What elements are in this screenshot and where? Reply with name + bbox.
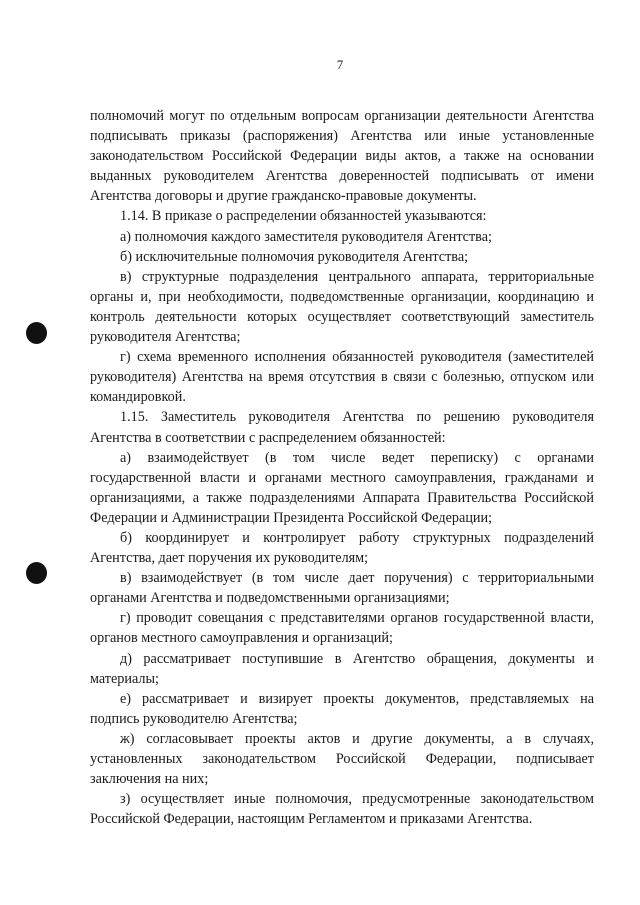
list-item-1-14-a: а) полномочия каждого заместителя руководителя Агентства; (120, 228, 492, 245)
punch-hole-mark (26, 322, 47, 344)
list-item-1-15-d: д) рассматривает поступившие в Агентство обращения, документы и материалы; (90, 650, 594, 687)
list-item-1-15-g: г) проводит совещания с представителями органов государственной власти, органов местного самоуправления и организаций; (90, 610, 594, 647)
list-item-1-14-b: б) исключительные полномочия руководителя Агентства; (120, 248, 469, 265)
list-item-1-15-a: а) взаимодействует (в том числе ведет переписку) с органами государственной власти и органами местного самоуправления, гражданами и организациями, а также подразделениями Аппарата Правительства Российской Федерации и Администрации Президента Российской Федерации; (90, 449, 594, 526)
page-number: 7 (336, 57, 344, 72)
list-item-1-14-v: в) структурные подразделения центрального аппарата, территориальные органы и, при необходимости, подведомственные организации, координацию и контроль деятельности которых осуществляет соответствующий заместитель руководителя Агентства; (90, 268, 594, 346)
paragraph-section-1-14: 1.14. В приказе о распределении обязанностей указываются: (120, 208, 487, 225)
list-item-1-15-v: в) взаимодействует (в том числе дает поручения) с территориальными органами Агентства и подведомственными организациями; (90, 570, 594, 607)
list-item-1-15-z: з) осуществляет иные полномочия, предусмотренные законодательством Российской Федерации, настоящим Регламентом и приказами Агентства. (90, 791, 594, 828)
list-item-1-14-g: г) схема временного исполнения обязанностей руководителя (заместителей руководителя) Агентства на время отсутствия в связи с болезнью, отпуском или командировкой. (90, 349, 594, 406)
paragraph-continuation: полномочий могут по отдельным вопросам организации деятельности Агентства подписывать приказы (распоряжения) Агентства или иные установленные законодательством Российской Федерации виды актов, а также на основании выданных руководителем Агентства доверенностей подписывать от имени Агентства договоры и другие гражданско-правовые документы. (90, 108, 594, 205)
list-item-1-15-b: б) координирует и контролирует работу структурных подразделений Агентства, дает поручения их руководителям; (90, 529, 594, 567)
list-item-1-15-e: е) рассматривает и визирует проекты документов, представляемых на подпись руководителю Агентства; (90, 690, 594, 727)
paragraph-section-1-15: 1.15. Заместитель руководителя Агентства по решению руководителя Агентства в соответствии с распределением обязанностей: (90, 409, 594, 446)
document-body (90, 106, 594, 829)
list-item-1-15-zh: ж) согласовывает проекты актов и другие документы, а в случаях, установленных законодательством Российской Федерации, подписывает заключения на них; (90, 730, 594, 788)
punch-hole-mark (26, 562, 47, 584)
